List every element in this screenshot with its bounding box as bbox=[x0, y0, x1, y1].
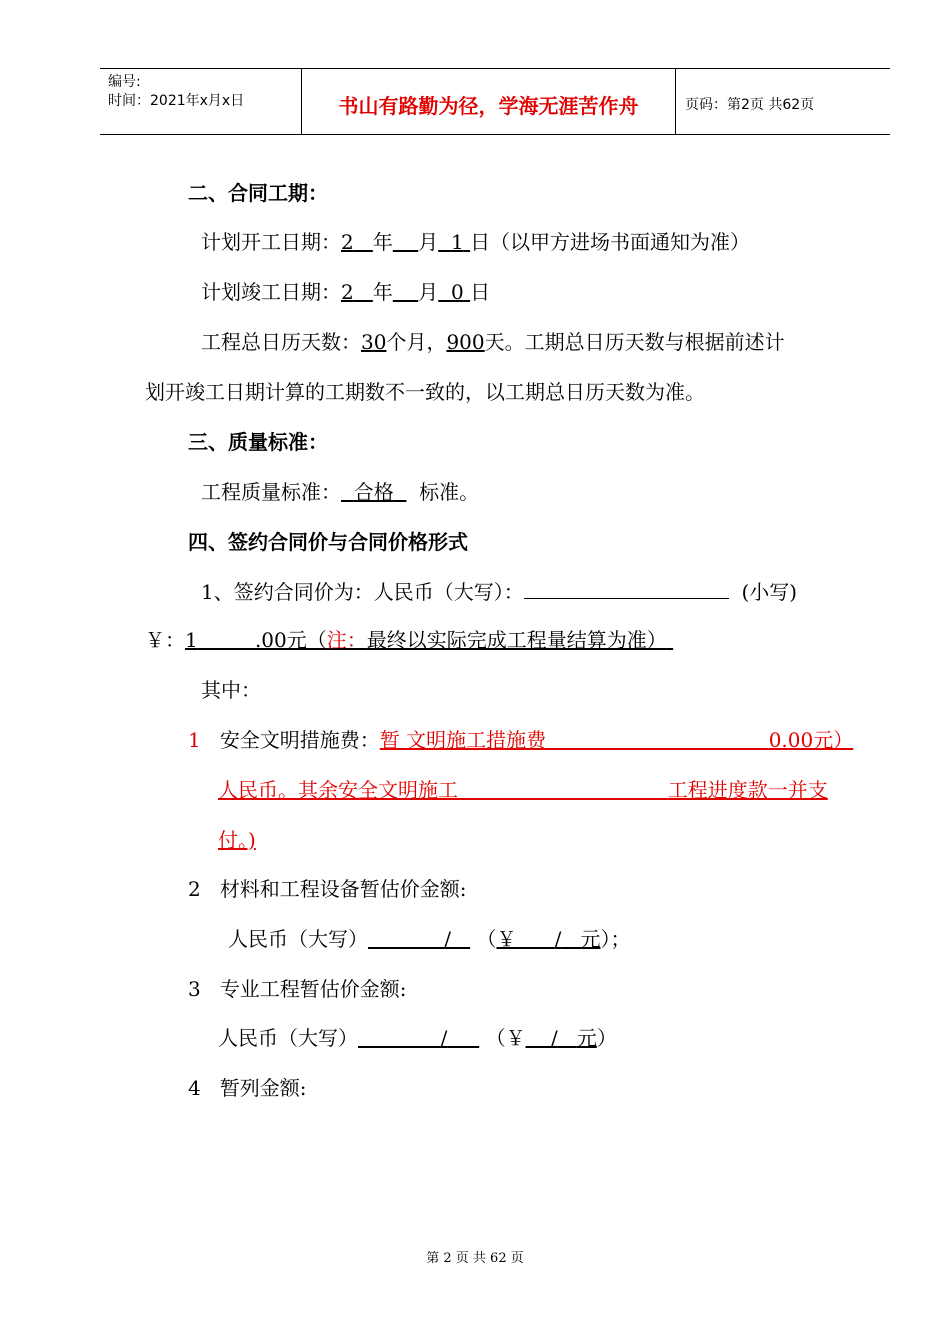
month-unit: 月 bbox=[418, 230, 439, 254]
item1-line2: 人民币。其余安全文明施工 工程进度款一并支 bbox=[218, 778, 828, 802]
contract-price-line bbox=[201, 578, 797, 605]
item2-line bbox=[188, 876, 467, 902]
finish-year: 2 bbox=[341, 280, 354, 304]
header-meta bbox=[108, 73, 244, 111]
item1-label: 安全文明措施费： bbox=[219, 728, 380, 752]
month-unit: 月 bbox=[418, 280, 439, 304]
header-page-number: 页码：第2页 共62页 bbox=[685, 97, 815, 113]
among-label: 其中： bbox=[201, 678, 261, 702]
item3-close: ） bbox=[596, 1026, 617, 1050]
total-months: 30 bbox=[361, 330, 387, 354]
start-month bbox=[393, 230, 418, 254]
item1-line1 bbox=[188, 727, 853, 753]
planned-start-line bbox=[201, 229, 750, 255]
contract-price-amount: 1 .00元（注：最终以实际完成工程量结算为准） bbox=[185, 628, 667, 652]
item2-number: 2 bbox=[188, 877, 201, 901]
item3-label: 专业工程暂估价金额: bbox=[219, 977, 407, 1001]
planned-finish-label: 计划竣工日期： bbox=[201, 280, 341, 304]
header-divider bbox=[675, 69, 676, 135]
item2-close: ）； bbox=[600, 927, 631, 951]
item3-line bbox=[188, 976, 407, 1002]
item2-paren: （ bbox=[476, 927, 497, 951]
item3-number: 3 bbox=[188, 977, 201, 1001]
note-text: 最终以实际完成工程量结算为准） bbox=[366, 628, 667, 652]
total-days-label: 工程总日历天数： bbox=[201, 330, 361, 354]
item2-amount-line bbox=[228, 926, 630, 952]
item3-rmb-label: 人民币（大写） bbox=[218, 1026, 358, 1050]
finish-day: 0 bbox=[450, 280, 464, 304]
year-unit: 年 bbox=[372, 230, 393, 254]
item1-line3: 付。) bbox=[218, 828, 256, 852]
start-day: 1 bbox=[450, 230, 464, 254]
page-header bbox=[100, 68, 890, 135]
item4-label: 暂列金额: bbox=[219, 1076, 307, 1100]
planned-start-label: 计划开工日期： bbox=[201, 230, 341, 254]
item1-number: 1 bbox=[188, 728, 201, 752]
item3-amount-line bbox=[218, 1025, 617, 1051]
item3-paren: （ bbox=[485, 1026, 506, 1050]
item1-red-text: 暂 文明施工措施费 0.00元） bbox=[379, 728, 854, 752]
contract-price-label: 1、签约合同价为：人民币（大写）： bbox=[201, 580, 524, 604]
section-title-duration: 二、合同工期： bbox=[188, 181, 328, 205]
finish-suffix: 日 bbox=[470, 280, 491, 304]
header-time: 时间：2021年x月x日 bbox=[108, 93, 245, 109]
quality-value: 合格 bbox=[353, 480, 394, 504]
item3-yen: ￥ bbox=[505, 1026, 526, 1050]
item3-blank: / bbox=[440, 1026, 448, 1050]
contract-price-line2 bbox=[145, 627, 673, 653]
total-days-line bbox=[201, 329, 785, 355]
planned-finish-line bbox=[201, 279, 490, 305]
item3-yen-amount: / 元 bbox=[551, 1026, 597, 1050]
item2-label: 材料和工程设备暂估价金额: bbox=[219, 877, 467, 901]
yen-label: ￥： bbox=[145, 628, 185, 652]
item2-blank: / bbox=[444, 927, 452, 951]
quality-label: 工程质量标准： bbox=[201, 480, 341, 504]
contract-price-blank bbox=[524, 578, 729, 599]
note-label: 注： bbox=[326, 628, 367, 652]
quality-line bbox=[201, 479, 479, 505]
months-unit: 个月， bbox=[386, 330, 447, 354]
section-title-price: 四、签约合同价与合同价格形式 bbox=[188, 530, 468, 554]
item4-number: 4 bbox=[188, 1076, 201, 1100]
start-year: 2 bbox=[341, 230, 354, 254]
year-unit: 年 bbox=[372, 280, 393, 304]
section-title-quality: 三、质量标准： bbox=[188, 430, 328, 454]
header-motto: 书山有路勤为径，学海无涯苦作舟 bbox=[338, 94, 639, 118]
start-suffix: 日（以甲方进场书面通知为准） bbox=[470, 230, 751, 254]
header-number: 编号: bbox=[108, 74, 141, 90]
total-days-line2: 划开竣工日期计算的工期数不一致的，以工期总日历天数为准。 bbox=[145, 380, 705, 404]
page-footer: 第 2 页 共 62 页 bbox=[426, 1251, 524, 1266]
total-days: 900 bbox=[446, 330, 485, 354]
item2-rmb-label: 人民币（大写） bbox=[228, 927, 368, 951]
contract-price-small-label: (小写) bbox=[741, 580, 798, 604]
total-days-text: 天。工期总日历天数与根据前述计 bbox=[484, 330, 785, 354]
item2-yen-amount: ￥ / 元 bbox=[496, 927, 601, 951]
quality-suffix: 标准。 bbox=[419, 480, 480, 504]
finish-month bbox=[393, 280, 418, 304]
item4-line bbox=[188, 1075, 307, 1101]
